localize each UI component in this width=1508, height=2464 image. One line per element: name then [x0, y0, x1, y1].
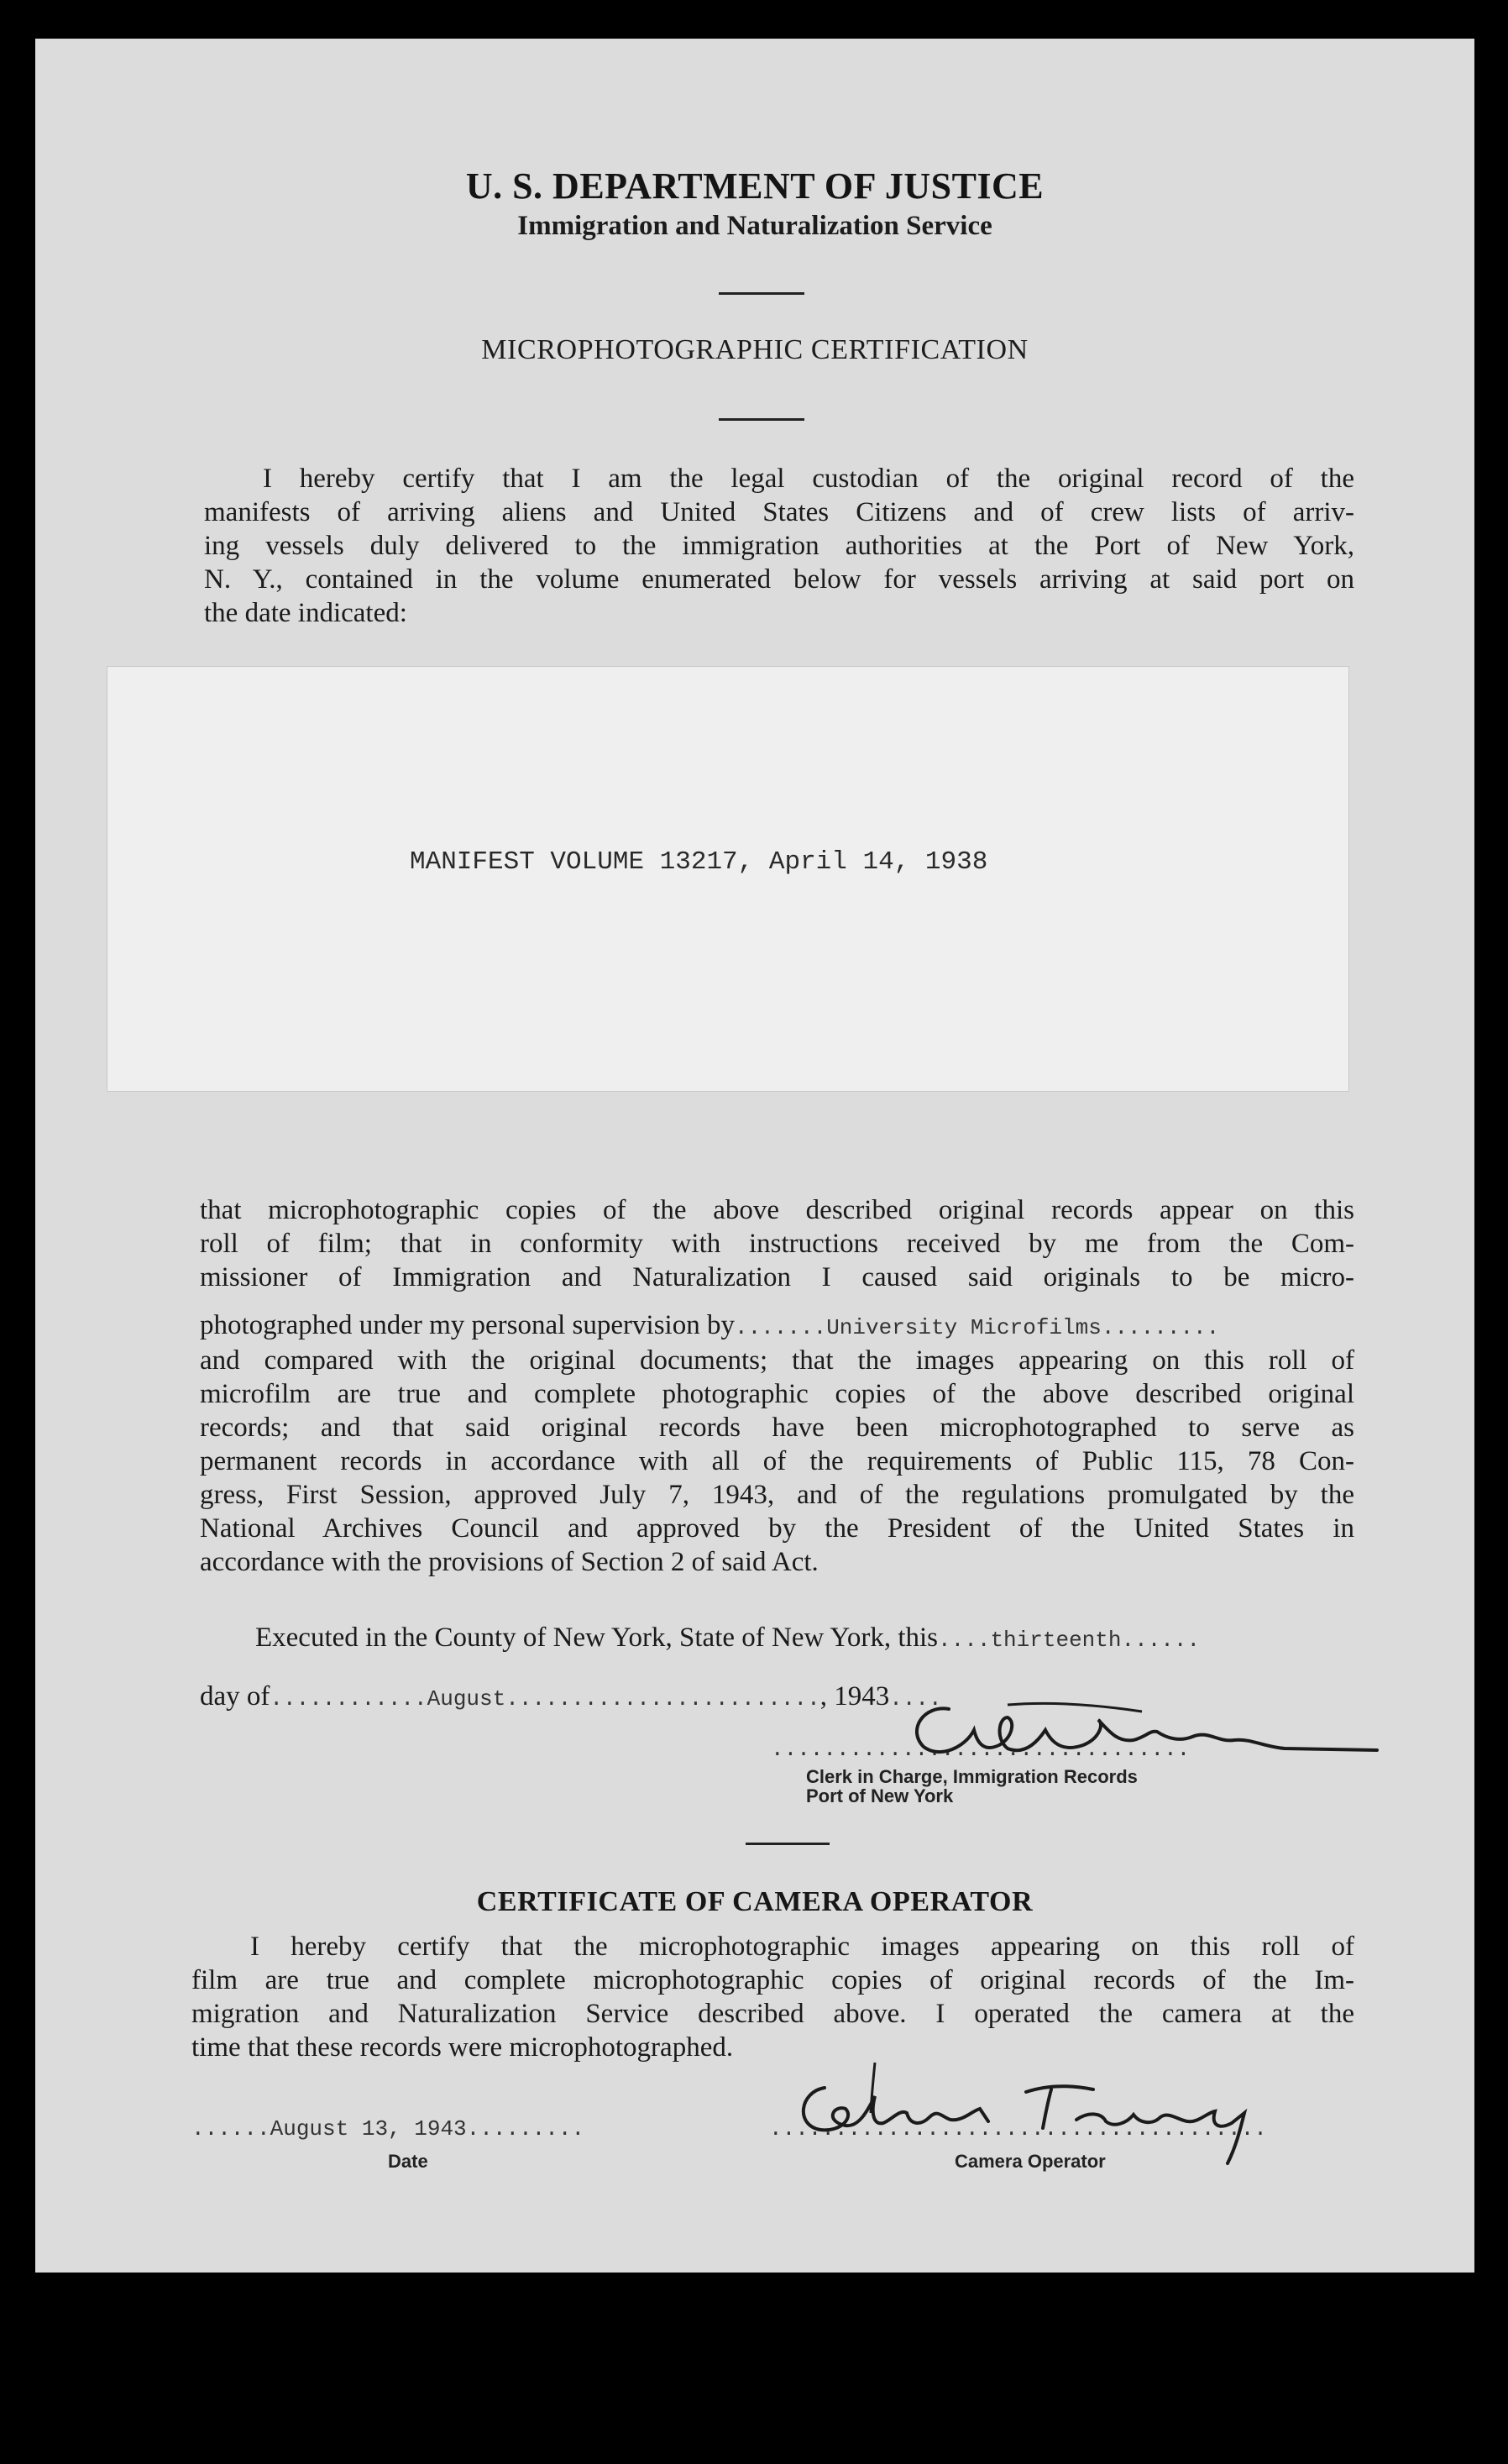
intro-line: I hereby certify that I am the legal custodian of the original record of the — [263, 464, 1354, 494]
manifest-volume-text: MANIFEST VOLUME 13217, April 14, 1938 — [410, 847, 988, 877]
photographed-by-line — [200, 1308, 1354, 1345]
dot-leader: .... — [938, 1628, 991, 1653]
day-of-label: day of — [200, 1681, 270, 1712]
certificate-page — [35, 39, 1474, 2273]
operator-signature-line: ...................................... — [769, 2116, 1267, 2142]
date-label: Date — [388, 2151, 428, 2172]
divider — [746, 1843, 830, 1845]
operator-line: film are true and complete microphotographic copies of original records of the Im- — [191, 1965, 1354, 1995]
year-prefix: , 194 — [819, 1681, 876, 1712]
dot-leader: ........................ — [505, 1686, 820, 1712]
year-suffix: 3 — [875, 1681, 890, 1712]
executed-day: thirteenth — [990, 1628, 1122, 1653]
dot-leader: ......... — [1101, 1315, 1220, 1340]
clerk-port: Port of New York — [806, 1785, 954, 1806]
divider — [719, 418, 804, 421]
intro-paragraph — [204, 462, 1354, 630]
clerk-title: Clerk in Charge, Immigration Records — [806, 1766, 1138, 1787]
day-of-line — [200, 1680, 942, 1716]
body-line: that microphotographic copies of the above described original records appear on this — [200, 1195, 1354, 1225]
operator-paragraph — [191, 1930, 1354, 2064]
intro-line: ing vessels duly delivered to the immigration authorities at the Port of New York, — [204, 531, 1354, 561]
body-line: gress, First Session, approved July 7, 1943, and of the regulations promulgated by the — [200, 1480, 1354, 1510]
operator-line: I hereby certify that the microphotographic images appearing on this roll of — [250, 1932, 1354, 1962]
executed-prefix: Executed in the County of New York, State of New York, this — [255, 1623, 939, 1653]
body-paragraph-2 — [200, 1344, 1354, 1579]
dot-leader: .... — [889, 1686, 942, 1712]
operator-label: Camera Operator — [955, 2151, 1106, 2172]
body-paragraph — [200, 1193, 1354, 1294]
intro-line: N. Y., contained in the volume enumerated below for vessels arriving at said port on — [204, 564, 1354, 595]
operator-date: August 13, 1943 — [270, 2116, 467, 2142]
executed-line — [255, 1621, 1200, 1657]
photographed-by-value: University Microfilms — [826, 1315, 1102, 1340]
body-line: records; and that said original records have been microphotographed to serve as — [200, 1413, 1354, 1443]
body-line: and compared with the original documents; that the images appearing on this roll of — [200, 1345, 1354, 1376]
dot-leader: ............ — [270, 1686, 427, 1712]
body-line: National Archives Council and approved by the President of the United States in — [200, 1513, 1354, 1544]
date-line: ......August 13, 1943......... — [191, 2116, 585, 2142]
volume-card — [107, 667, 1348, 1091]
intro-line: manifests of arriving aliens and United States Citizens and of crew lists of arriv- — [204, 497, 1354, 527]
operator-cert-title: CERTIFICATE OF CAMERA OPERATOR — [476, 1886, 1034, 1917]
divider — [719, 292, 804, 295]
operator-line: time that these records were microphotographed. — [191, 2032, 734, 2063]
body-line: roll of film; that in conformity with instructions received by me from the Com- — [200, 1229, 1354, 1259]
operator-line: migration and Naturalization Service described above. I operated the camera at the — [191, 1999, 1354, 2029]
certification-title: MICROPHOTOGRAPHIC CERTIFICATION — [481, 334, 1029, 365]
department-heading: U. S. DEPARTMENT OF JUSTICE — [465, 165, 1045, 207]
executed-month: August — [427, 1686, 506, 1712]
dot-leader: ....... — [734, 1315, 827, 1340]
photographed-prefix: photographed under my personal supervision by — [200, 1310, 735, 1340]
clerk-signature-line: ................................ — [771, 1737, 1191, 1762]
body-line: permanent records in accordance with all of the requirements of Public 115, 78 Con- — [200, 1446, 1354, 1476]
intro-line: the date indicated: — [204, 598, 407, 628]
service-subheading: Immigration and Naturalization Service — [517, 211, 992, 241]
body-line: accordance with the provisions of Section 2 of said Act. — [200, 1547, 819, 1577]
dot-leader: ...... — [1121, 1628, 1201, 1653]
body-line: microfilm are true and complete photographic copies of the above described original — [200, 1379, 1354, 1409]
body-line: missioner of Immigration and Naturalization I caused said originals to be micro- — [200, 1262, 1354, 1292]
